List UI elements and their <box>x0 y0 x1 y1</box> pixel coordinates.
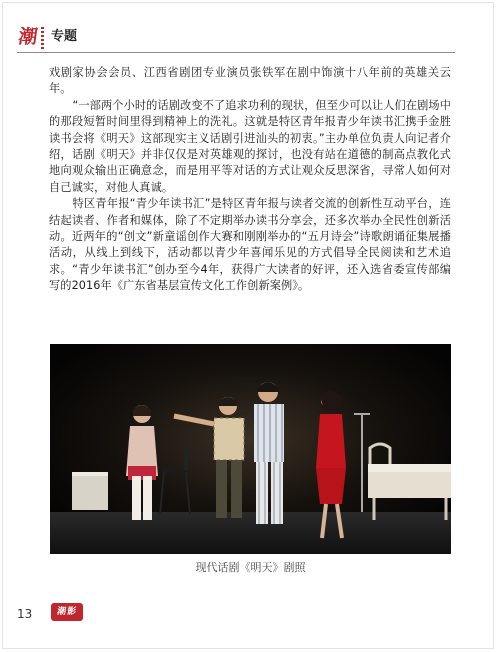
footer-logo-text: 潮影 <box>56 607 78 617</box>
section-title: 专题 <box>51 29 78 44</box>
page-header <box>17 25 457 55</box>
header-decoration <box>41 27 44 49</box>
magazine-page <box>2 2 494 649</box>
magazine-logo-mark: 潮 <box>16 26 40 48</box>
stage-photo-illustration <box>50 344 451 554</box>
stage-photo <box>50 344 451 554</box>
article-paragraph: 特区青年报“青少年读书汇”是特区青年报与读者交流的创新性互动平台，连结起读者、作者和媒体，除了不定期举办读书分享会，还多次举办全民性创新活动。近两年的“创文”新童谣创作大赛和刚刚举办的“五月诗会”诗歌朗诵征集展播活动，从线上到线下，活动都以青少年喜闻乐见的方式倡导全民阅读和艺术追求。“青少年读书汇”创办至今4年，获得广大读者的好评，还入选省委宣传部编写的2016年《广东省基层宣传文化工作创新案例》。 <box>49 197 451 293</box>
header-divider <box>17 52 455 53</box>
article-paragraph: 戏剧家协会会员、江西省剧团专业演员张铁军在剧中饰演十八年前的英雄关云年。 <box>49 66 451 96</box>
footer-logo <box>51 603 83 621</box>
page-number: 13 <box>17 607 33 621</box>
article-body <box>49 65 451 295</box>
article-paragraph: “一部两个小时的话剧改变不了追求功利的现状，但至少可以让人们在剧场中的那段短暂时间里得到精神上的洗礼。这就是特区青年报青少年读书汇携手金胜读书会将《明天》这部现实主义话剧引进汕头的初衷。”主办单位负责人向记者介绍，话剧《明天》并非仅仅是对英雄观的探讨，也没有站在道德的制高点教化式地向观众输出正确意念，而是用平等对话的方式让观众反思深省，寻常人如何对自己诚实，对他人真诚。 <box>49 98 451 194</box>
photo-caption: 现代话剧《明天》剧照 <box>195 561 306 574</box>
